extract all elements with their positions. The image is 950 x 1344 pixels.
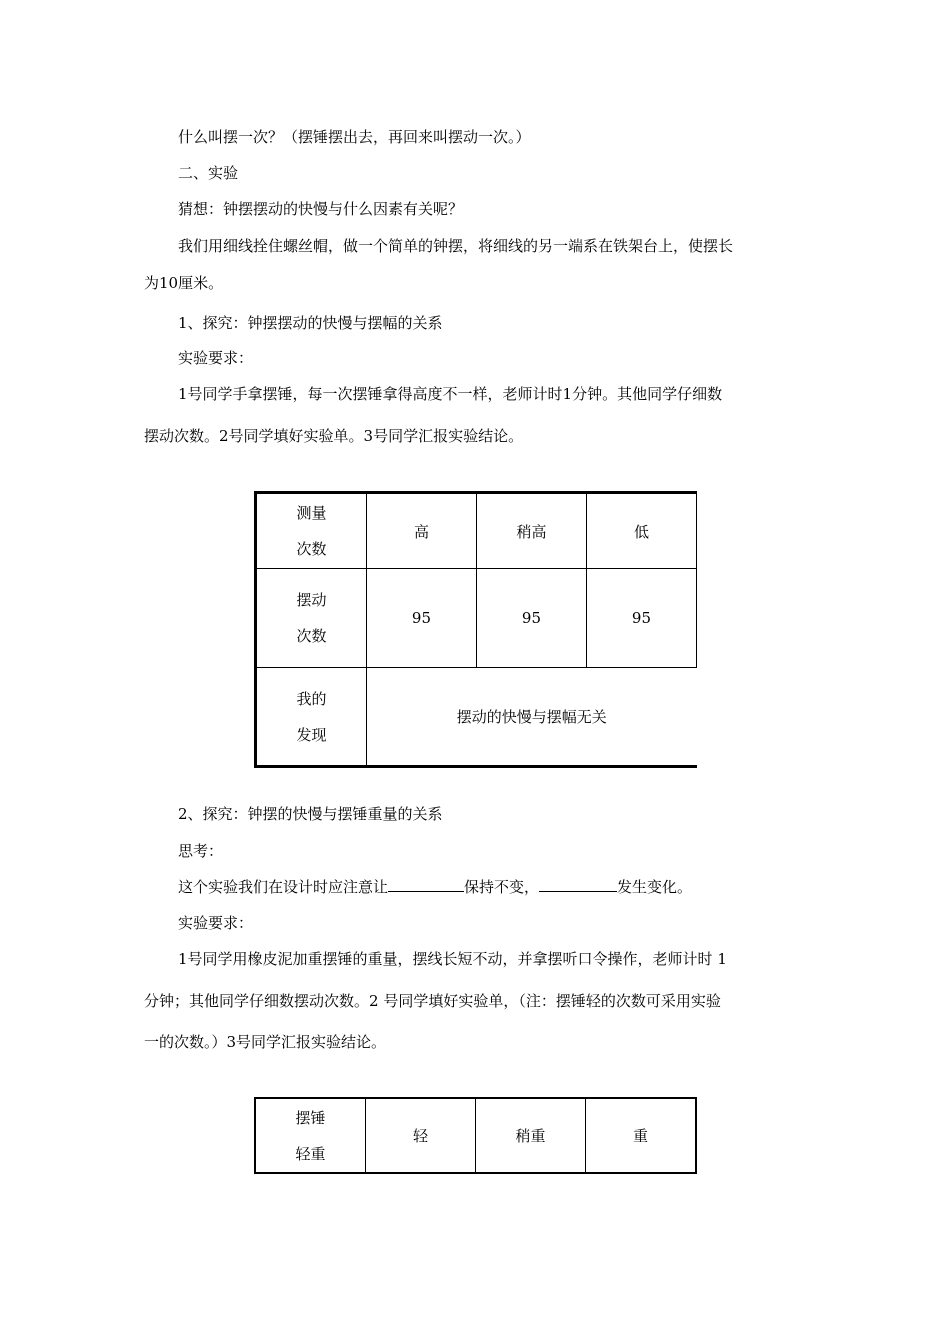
requirements2-line1: 1号同学用橡皮泥加重摆锤的重量，摆线长短不动，并拿摆听口令操作，老师计时 1 (178, 950, 727, 968)
table1-finding-label (256, 668, 367, 767)
table1-value-high: 95 (366, 569, 476, 668)
table1-finding-label-l2: 发现 (296, 725, 327, 744)
requirements1-line2: 摆动次数。2号同学填好实验单。3号同学汇报实验结论。 (144, 427, 524, 445)
table1-finding-label-l1: 我的 (296, 689, 327, 708)
requirements2-line2: 分钟；其他同学仔细数摆动次数。2 号同学填好实验单，（注：摆锤轻的次数可采用实验 (144, 992, 721, 1010)
setup-text-line1: 我们用细线拴住螺丝帽，做一个简单的钟摆，将细线的另一端系在铁架台上，使摆长 (178, 237, 734, 255)
table1-header-l2: 次数 (296, 540, 327, 558)
weight-table (254, 1097, 697, 1174)
table1-value-low: 95 (586, 569, 696, 668)
table2-header-cell (255, 1098, 366, 1173)
table1-value-slightly-high: 95 (476, 569, 586, 668)
table2-col-light: 轻 (366, 1098, 476, 1173)
fill-in-part2: 保持不变， (464, 878, 540, 896)
table1-header-cell (256, 493, 367, 569)
requirements-label-1: 实验要求： (178, 349, 254, 367)
table1-col-low: 低 (586, 493, 696, 569)
table1-col-slightly-high: 稍高 (476, 493, 586, 569)
table2-header-l1: 摆锤 (295, 1108, 326, 1127)
requirements1-line1: 1号同学手拿摆锤，每一次摆锤拿得高度不一样，老师计时1分钟。其他同学仔细数 (178, 385, 723, 403)
think-label: 思考： (178, 842, 224, 860)
setup-text-line2: 为10厘米。 (144, 274, 224, 292)
fill-in-part3: 发生变化。 (617, 878, 693, 896)
blank-constant[interactable] (388, 877, 464, 892)
section-heading-experiment: 二、实验 (178, 164, 239, 182)
requirements-label-2: 实验要求： (178, 914, 254, 932)
fill-in-part1: 这个实验我们在设计时应注意让 (178, 878, 389, 896)
table2-col-slightly-heavy: 稍重 (476, 1098, 586, 1173)
table1-header-l1: 测量 (296, 504, 327, 522)
blank-variable[interactable] (539, 877, 617, 892)
amplitude-table (254, 491, 697, 768)
exploration1-heading: 1、探究：钟摆摆动的快慢与摆幅的关系 (178, 314, 443, 332)
requirements2-line3: 一的次数。）3号同学汇报实验结论。 (144, 1033, 387, 1051)
table1-finding-text: 摆动的快慢与摆幅无关 (366, 668, 696, 767)
hypothesis-text: 猜想：钟摆摆动的快慢与什么因素有关呢？ (178, 200, 464, 218)
exploration2-heading: 2、探究：钟摆的快慢与摆锤重量的关系 (178, 805, 443, 823)
question-swing-once: 什么叫摆一次？（摆锤摆出去，再回来叫摆动一次。） (178, 128, 531, 146)
table2-col-heavy: 重 (586, 1098, 697, 1173)
table2-header-l2: 轻重 (295, 1144, 326, 1163)
table1-row-label-l2: 次数 (296, 627, 327, 645)
table1-row-label (256, 569, 367, 668)
fill-in-sentence (178, 876, 692, 898)
table1-col-high: 高 (366, 493, 476, 569)
table1-row-label-l1: 摆动 (296, 591, 327, 609)
